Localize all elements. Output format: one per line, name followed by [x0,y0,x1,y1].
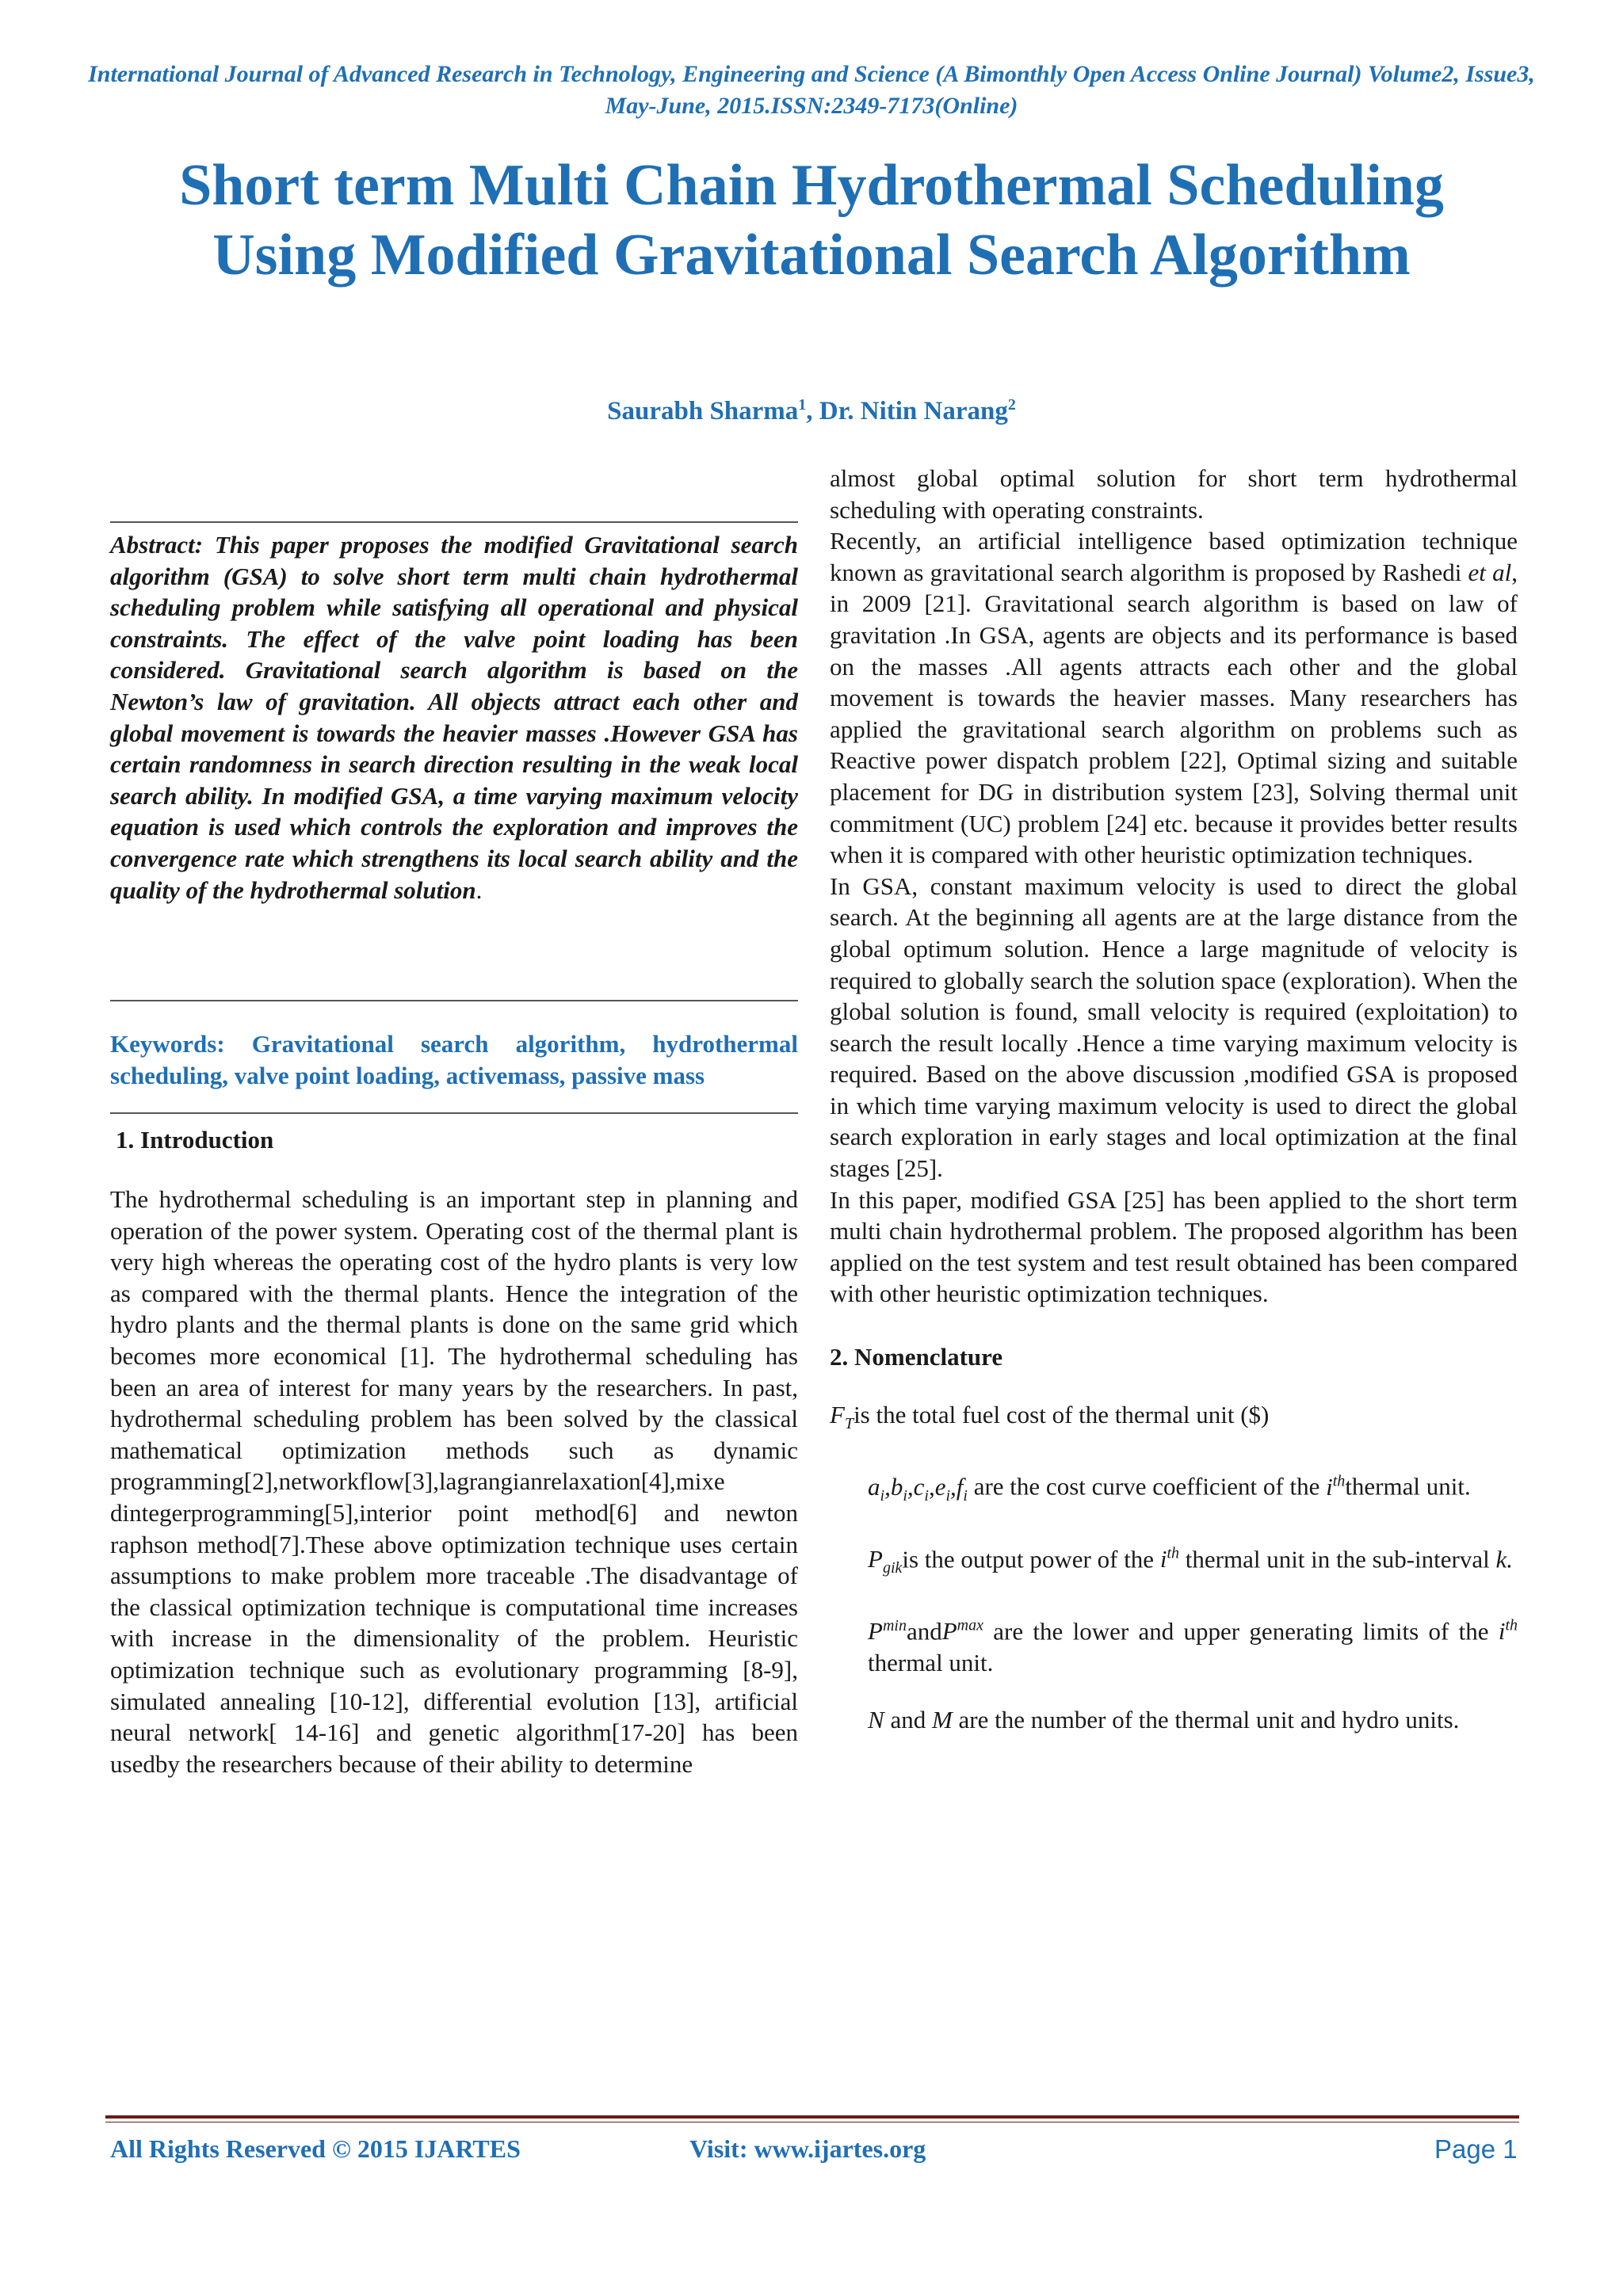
nomenclature-coefficients [830,1466,1518,1512]
paragraph-text: Recently, an artificial intelligence based optimization technique known as gravitational search algorithm is proposed by Rashedi [830,527,1518,586]
nomenclature-text: is the total fuel cost of the thermal unit ($) [854,1400,1270,1428]
nomenclature-ft [830,1399,1518,1440]
symbol-ith: $i^{th}$ [1498,1616,1518,1645]
nomenclature-limits [830,1611,1518,1679]
paragraph [830,525,1518,871]
paragraph-text: , in 2009 [21]. Gravitational search algorithm is based on law of gravitation .In GSA, agents are objects and its performance is based on the masses .All agents attracts each other and the global movement is towards the heavier masses. Many researchers has applied the gravitational search algorithm on problems such as Reactive power dispatch problem [22], Optimal sizing and suitable placement for DG in distribution system [23], Solving thermal unit commitment (UC) problem [24] etc. because it provides better results when it is compared with other heuristic optimization techniques. [830,558,1518,869]
symbol-coefficients: $a_i,b_i,c_i,e_i,f_i$ [868,1472,968,1505]
introduction-text: The hydrothermal scheduling is an important step in planning and operation of the power system. Operating cost of the thermal plant is very high whereas the operating cost of the hydro plants is very low as compared with the thermal plants. Hence the integration of the hydro plants and the thermal plants is done on the same grid which becomes more economical [1]. The hydrothermal scheduling has been an area of interest for many years by the researchers. In past, hydrothermal scheduling problem has been solved by the classical mathematical optimization methods such as dynamic programming[2],networkflow[3],lagrangianrelaxation[4],mixe dintegerprogramming[5],interior point method[6] and newton raphson method[7].These above optimization technique uses certain assumptions to make problem more traceable .The disadvantage of the classical optimization technique is computational time increases with increase in the dimensionality of the problem. Heuristic optimization technique such as evolutionary programming [8-9], simulated annealing [10-12], differential evolution [13], artificial neural network[ 14-16] and genetic algorithm[17-20] has been usedby the researchers because of their ability to determine [110,1185,798,1778]
journal-header: International Journal of Advanced Research in Technology, Engineering and Science (A Bimonthly Open Access Online Journal) Volume2, Issue3, May-June, 2015.ISSN:2349-7173(Online) [88,61,1535,119]
nomenclature-text: are the lower and upper generating limits of the [983,1616,1499,1645]
symbol-ith: $i^{th}$ [1159,1544,1180,1573]
nomenclature-text: thermal unit. [1345,1472,1471,1501]
page-number: Page 1 [1434,2134,1518,2164]
author-name: Dr. Nitin Narang [819,397,1008,425]
symbol-pmax: $P^{max}$ [941,1616,983,1645]
symbol-ith: $i^{th}$ [1326,1472,1346,1501]
section-heading-nomenclature: 2. Nomenclature [830,1343,1003,1371]
nomenclature-pgik [830,1539,1518,1585]
abstract-end: . [475,875,483,904]
author-list: Saurabh Sharma$^1$, Dr. Nitin Narang$^2$ [607,396,1016,425]
intro-top-rule [110,1112,798,1114]
paragraph: In this paper, modified GSA [25] has been applied to the short term multi chain hydrothermal problem. The proposed algorithm has been applied on the test system and test result obtained has been compared with other heuristic optimization techniques. [830,1185,1518,1308]
abstract [110,529,798,906]
nomenclature-text: k. [1495,1544,1513,1573]
nomenclature-text: and [906,1616,942,1645]
nomenclature-text: are the number of the thermal unit and hydro units. [952,1706,1460,1734]
abstract-text: Abstract: This paper proposes the modified Gravitational search algorithm (GSA) to solve short term multi chain hydrothermal scheduling problem while satisfying all operational and physical constraints. The effect of the valve point loading has been considered. Gravitational search algorithm is based on the Newton’s law of gravitation. All objects attract each other and global movement is towards the heavier masses .However GSA has certain randomness in search direction resulting in the weak local search ability. In modified GSA, a time varying maximum velocity equation is used which controls the exploration and improves the convergence rate which strengthens its local search ability and the quality of the hydrothermal solution [110,531,798,904]
symbol-m: M [931,1706,953,1734]
keywords: Keywords: Gravitational search algorithm, hydrothermal scheduling, valve point loading, activemass, passive mass [110,1030,798,1089]
citation-etal: et al [1468,558,1512,586]
nomenclature-text: and [884,1706,932,1734]
author-affiliation-mark: 1 [798,396,807,414]
nomenclature-text: thermal unit in the sub-interval [1179,1544,1496,1573]
nomenclature-nm [830,1704,1518,1736]
paragraph: In GSA, constant maximum velocity is used to direct the global search. At the beginning all agents are at the large distance from the global optimum solution. Hence a large magnitude of velocity is required to globally search the solution space (exploration). When the global solution is found, small velocity is required (exploitation) to search the result locally .Hence a time varying maximum velocity is required. Based on the above discussion ,modified GSA is proposed in which time varying maximum velocity is used to direct the global search exploration in early stages and local optimization at the final stages [25]. [830,871,1518,1183]
section-heading-introduction: 1. Introduction [116,1126,274,1154]
abstract-top-rule [110,521,798,523]
keywords-top-rule [110,1000,798,1001]
footer-website-link[interactable]: Visit: www.ijartes.org [689,2134,926,2163]
nomenclature-text: is the output power of the [902,1544,1160,1573]
footer-rule [105,2115,1519,2119]
author-name: Saurabh Sharma [607,397,799,425]
nomenclature-text: are the cost curve coefficient of the [967,1472,1327,1501]
symbol-ft: $F_T$ [830,1400,854,1432]
author-affiliation-mark: 2 [1007,396,1016,414]
symbol-n: N [868,1706,884,1734]
footer-rights: All Rights Reserved © 2015 IJARTES [110,2134,521,2163]
symbol-pgik: $P_{gik}$ [868,1544,903,1577]
nomenclature-text: thermal unit. [868,1648,994,1676]
right-column [830,463,1518,1736]
paragraph: almost global optimal solution for short term hydrothermal scheduling with operating constraints. [830,464,1518,524]
symbol-pmin: $P^{min}$ [868,1616,907,1645]
paper-title: Short term Multi Chain Hydrothermal Scheduling Using Modified Gravitational Search Algorithm [179,153,1444,288]
